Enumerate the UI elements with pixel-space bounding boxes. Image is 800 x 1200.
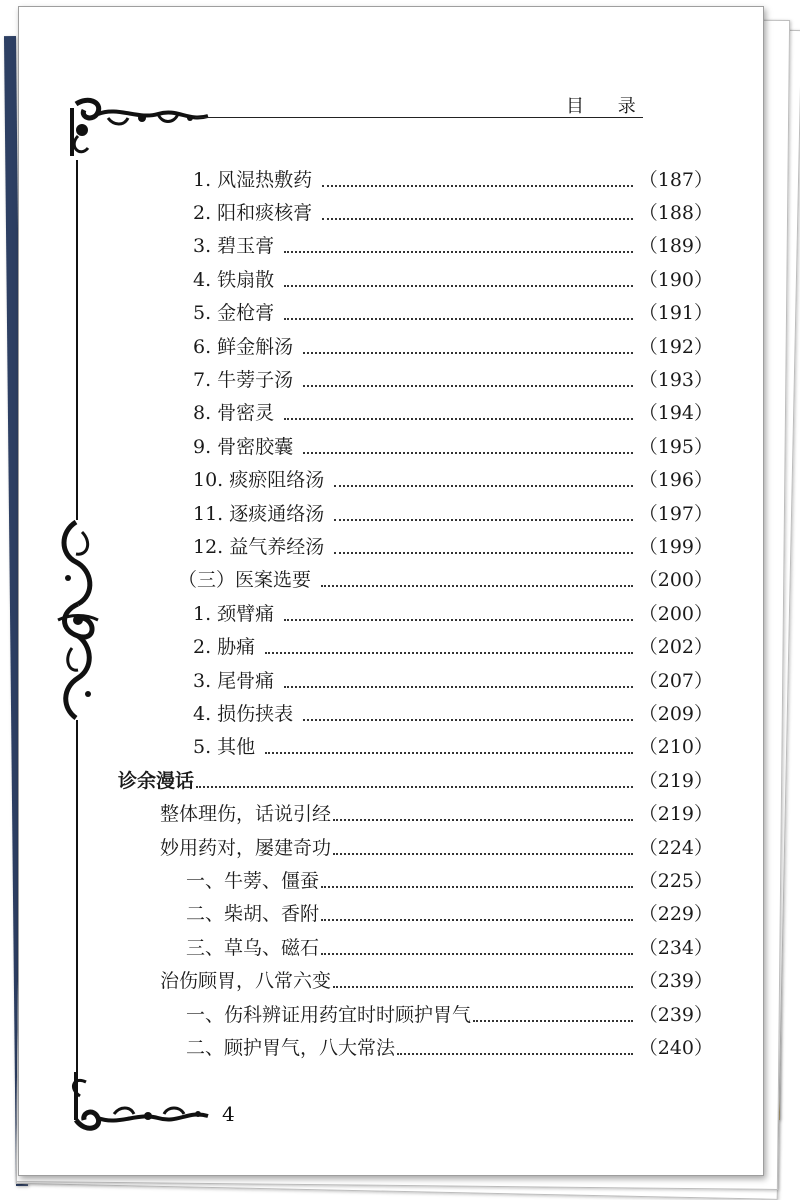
header-title: 目 录 — [566, 96, 650, 117]
toc-entry-page: （194） — [638, 402, 713, 424]
toc-entry-label: 3. 尾骨痛 — [193, 670, 275, 692]
leader-dots — [303, 719, 633, 721]
toc-entry-label: 5. 金枪膏 — [193, 302, 275, 324]
toc-entry-label: 一、伤科辨证用药宜时时顾护胃气 — [186, 1004, 472, 1026]
toc-entry[interactable] — [186, 866, 713, 896]
corner-ornament-bottom-icon — [58, 1068, 218, 1138]
toc-entry-label: 4. 铁扇散 — [193, 269, 275, 291]
toc-entry-page: （188） — [638, 202, 713, 224]
toc-entry[interactable] — [193, 699, 713, 729]
leader-dots — [322, 218, 633, 220]
leader-dots — [334, 485, 632, 487]
toc-entry[interactable] — [160, 966, 713, 996]
toc-entry-page: （196） — [638, 469, 713, 491]
toc-entry-page: （197） — [638, 503, 713, 525]
toc-entry[interactable] — [160, 799, 713, 829]
leader-dots — [284, 318, 633, 320]
toc-entry-page: （199） — [638, 536, 713, 558]
leader-dots — [473, 1020, 633, 1022]
toc-entry-label: 11. 逐痰通络汤 — [193, 503, 325, 525]
leader-dots — [321, 886, 633, 888]
toc-entry-page: （187） — [638, 169, 713, 191]
toc-entry-page: （225） — [638, 870, 713, 892]
leader-dots — [284, 686, 633, 688]
toc-entry-page: （189） — [638, 235, 713, 257]
toc-entry-label: 10. 痰瘀阻络汤 — [193, 469, 325, 491]
toc-entry-label: 3. 碧玉膏 — [193, 235, 275, 257]
toc-entry[interactable] — [193, 499, 713, 529]
toc-entry-page: （224） — [638, 837, 713, 859]
toc-entry-label: 二、顾护胃气，八大常法 — [186, 1037, 396, 1059]
leader-dots — [333, 819, 633, 821]
toc-entry-page: （195） — [638, 436, 713, 458]
toc-entry[interactable] — [193, 165, 713, 195]
toc-entry[interactable] — [193, 465, 713, 495]
toc-entry-page: （239） — [638, 1004, 713, 1026]
toc-chapter[interactable] — [118, 766, 713, 796]
toc-entry-page: （240） — [638, 1037, 713, 1059]
corner-ornament-top-icon — [58, 96, 218, 166]
toc-entry[interactable] — [193, 432, 713, 462]
toc-entry-page: （239） — [638, 970, 713, 992]
leader-dots — [334, 519, 632, 521]
header-rule — [195, 117, 643, 118]
toc-entry-page: （219） — [638, 803, 713, 825]
leader-dots — [303, 352, 633, 354]
toc-entry-label: 6. 鲜金斛汤 — [193, 336, 294, 358]
leader-dots — [284, 251, 633, 253]
toc-entry-label: 1. 风湿热敷药 — [193, 169, 313, 191]
leader-dots — [265, 652, 633, 654]
toc-entry-label: 一、牛蒡、僵蚕 — [186, 870, 320, 892]
toc-entry[interactable] — [178, 565, 713, 595]
toc-entry-label: 1. 颈臂痛 — [193, 603, 275, 625]
toc-entry[interactable] — [193, 265, 713, 295]
leader-dots — [322, 185, 633, 187]
leader-dots — [321, 953, 633, 955]
toc-entry[interactable] — [193, 599, 713, 629]
page-number: 4 — [222, 1102, 235, 1126]
toc-entry-page: （191） — [638, 302, 713, 324]
toc-entry[interactable] — [193, 666, 713, 696]
toc-entry[interactable] — [193, 231, 713, 261]
toc-entry-label: 9. 骨密胶囊 — [193, 436, 294, 458]
toc-entry-label: 4. 损伤挟表 — [193, 703, 294, 725]
toc-entry-label: （三）医案选要 — [178, 569, 312, 591]
leader-dots — [284, 619, 633, 621]
toc-entry-page: （193） — [638, 369, 713, 391]
leader-dots — [321, 919, 633, 921]
toc-entry[interactable] — [193, 298, 713, 328]
toc-entry[interactable] — [193, 398, 713, 428]
toc-entry[interactable] — [193, 365, 713, 395]
toc-entry[interactable] — [193, 198, 713, 228]
toc-entry-page: （202） — [638, 636, 713, 658]
toc-entry-page: （234） — [638, 937, 713, 959]
leader-dots — [321, 585, 633, 587]
toc-entry-page: （200） — [638, 603, 713, 625]
leader-dots — [284, 285, 633, 287]
leader-dots — [333, 853, 633, 855]
leader-dots — [333, 986, 633, 988]
toc-entry-page: （210） — [638, 736, 713, 758]
toc-entry-page: （192） — [638, 336, 713, 358]
toc-entry-label: 诊余漫话 — [118, 770, 195, 792]
toc-entry[interactable] — [186, 1033, 713, 1063]
toc-entry-label: 三、草乌、磁石 — [186, 937, 320, 959]
border-line — [76, 160, 78, 520]
toc-entry[interactable] — [193, 332, 713, 362]
leader-dots — [284, 418, 633, 420]
toc-entry[interactable] — [160, 833, 713, 863]
leader-dots — [265, 752, 633, 754]
toc-entry-page: （200） — [638, 569, 713, 591]
toc-entry-label: 8. 骨密灵 — [193, 402, 275, 424]
toc-entry-label: 整体理伤，话说引经 — [160, 803, 332, 825]
toc-entry-label: 妙用药对，屡建奇功 — [160, 837, 332, 859]
toc-entry-page: （207） — [638, 670, 713, 692]
leader-dots — [196, 786, 633, 788]
toc-entry-label: 7. 牛蒡子汤 — [193, 369, 294, 391]
toc-entry-page: （209） — [638, 703, 713, 725]
toc-entry-label: 治伤顾胃，八常六变 — [160, 970, 332, 992]
toc-entry-label: 5. 其他 — [193, 736, 256, 758]
toc-entry-page: （219） — [638, 770, 713, 792]
toc-entry-label: 12. 益气养经汤 — [193, 536, 325, 558]
side-ornament-icon — [52, 518, 104, 723]
toc-entry-page: （190） — [638, 269, 713, 291]
toc-entry[interactable] — [186, 899, 713, 929]
toc-entry-label: 2. 胁痛 — [193, 636, 256, 658]
toc-entry[interactable] — [186, 933, 713, 963]
leader-dots — [334, 552, 632, 554]
border-line — [76, 720, 78, 1075]
toc-entry[interactable] — [193, 532, 713, 562]
toc-entry[interactable] — [186, 1000, 713, 1030]
toc-entry-page: （229） — [638, 903, 713, 925]
toc-entry-label: 二、柴胡、香附 — [186, 903, 320, 925]
leader-dots — [397, 1053, 633, 1055]
leader-dots — [303, 385, 633, 387]
toc-entry[interactable] — [193, 632, 713, 662]
toc-entry-label: 2. 阳和痰核膏 — [193, 202, 313, 224]
toc-entry[interactable] — [193, 732, 713, 762]
leader-dots — [303, 452, 633, 454]
